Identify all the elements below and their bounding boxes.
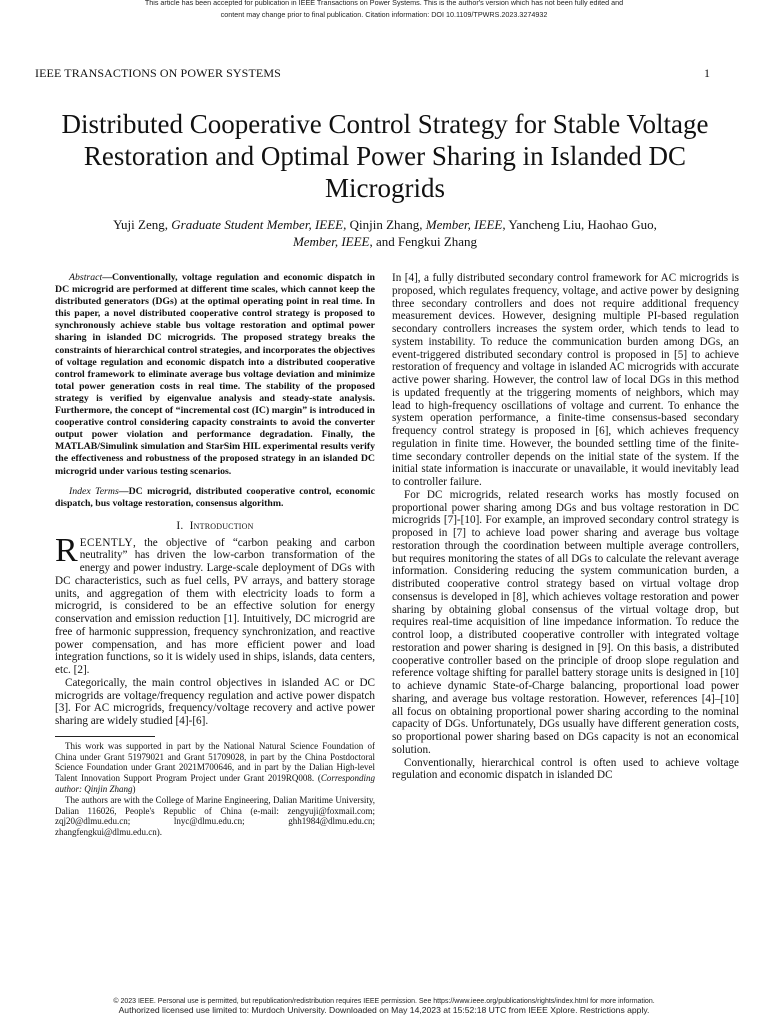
page-number: 1: [704, 66, 710, 80]
section-title: Introduction: [189, 519, 254, 532]
funding-footnote: [55, 741, 375, 795]
author-2: , Qinjin Zhang,: [343, 217, 426, 232]
footnote-rule: [55, 736, 155, 737]
author-1-role: Graduate Student Member, IEEE: [171, 217, 344, 232]
copyright-notice: © 2023 IEEE. Personal use is permitted, but republication/redistribution requires IEEE permission. See https://www.ieee.org/publications/rights/index.html for more information.: [113, 998, 655, 1005]
left-column: [55, 272, 375, 838]
license-notice: Authorized licensed use limited to: Murdoch University. Downloaded on May 14,2023 at 15:52:18 UTC from IEEE Xplore. Restrictions apply.: [118, 1005, 650, 1015]
intro-paragraph-1: [55, 531, 375, 677]
abstract-text: —Conventionally, voltage regulation and economic dispatch in DC microgrid are performed at different time scales, which cannot keep the distributed generators (DGs) at the optimal operating point in real time. In this paper, a novel distributed cooperative control strategy is proposed to synchronously achieve stable bus voltage restoration and optimal power sharing in islanded DC microgrids. The proposed strategy breaks the constraints of hierarchical control strategies, and incorporates the objectives of voltage regulation and economic dispatch into a distributed cooperative control framework to eliminate average bus voltage deviation and minimize total power generation costs in real time. The stability of the proposed strategy is verified by eigenvalue analysis and steady-state analysis. Furthermore, the concept of “incremental cost (IC) margin” is introduced in cooperative control considering capacity constraints to avoid the converter output power violation and performance degradation. Finally, the MATLAB/Simulink simulation and StarSim HIL experimental results verify the effectiveness and robustness of the proposed strategy in an islanded DC microgrid under various testing scenarios.: [55, 272, 375, 477]
author-list: [90, 216, 680, 250]
affiliation-footnote: The authors are with the College of Marine Engineering, Dalian Maritime University, Dalian 116026, People's Republic of China (e-mail: zengyuji@foxmail.com; zqj20@dlmu.edu.cn; lnyc@dlmu.edu.cn; ghh1984@dlmu.edu.cn; zhangfengkui@dlmu.edu.cn).: [55, 794, 375, 838]
author-3-role: Member, IEEE: [292, 234, 370, 249]
index-terms-label: Index Terms: [69, 485, 119, 497]
paper-title: Distributed Cooperative Control Strategy for Stable Voltage Restoration and Optimal Power Sharing in Islanded DC Microgrids: [61, 109, 709, 203]
notice-line-1: This article has been accepted for publication in IEEE Transactions on Power Systems. This is the author's version which has not been fully edited and: [144, 0, 624, 7]
funding-end: ): [132, 783, 136, 794]
preprint-notice: [0, 0, 768, 21]
intro-paragraph-5: Conventionally, hierarchical control is often used to achieve voltage regulation and economic dispatch in islanded DC: [392, 756, 739, 782]
right-column: [392, 272, 739, 782]
intro-paragraph-3: In [4], a fully distributed secondary control framework for AC microgrids is proposed, which regulates frequency, voltage, and active power by designing three secondary controllers and does not require additional frequency measurement devices. However, designing multiple PI-based regulation secondary controllers increases the system order, which tends to lead to system instability. To reduce the communication burden among DGs, an event-triggered distributed secondary control is proposed in [5] to achieve restoration of frequency and voltage in islanded AC microgrids with accurate active power sharing. However, the control law of local DGs in this method is updated frequently at the triggering moments of neighbors, which may lead to high-frequency oscillations of voltage and current. To enhance the system operation performance, a finite-time consensus-based secondary frequency control strategy is proposed in [6], which achieves frequency regulation in finite time. However, the bounded settling time of the finite-time secondary controller depends on the initial state of the system. If the initial state information is inaccurate or unavailable, it would inevitably lead to controller failure.: [392, 272, 739, 488]
author-1: Yuji Zeng,: [113, 217, 172, 232]
corresponding-author: Corresponding author: Qinjin Zhang: [55, 773, 375, 794]
section-heading-introduction: [55, 520, 375, 533]
notice-line-2: content may change prior to final publication. Citation information: DOI 10.1109/TPWRS.2023.3274932: [220, 10, 548, 19]
abstract-label: Abstract: [69, 272, 103, 283]
journal-name: IEEE TRANSACTIONS ON POWER SYSTEMS: [35, 66, 281, 80]
abstract: [55, 272, 375, 478]
author-2-role: Member, IEEE: [425, 217, 503, 232]
author-4: , and Fengkui Zhang: [369, 234, 478, 249]
author-3: , Yancheng Liu, Haohao Guo,: [502, 217, 657, 232]
index-terms: [55, 486, 375, 510]
drop-cap: R: [55, 531, 78, 569]
lead-word: ECENTLY: [79, 536, 134, 549]
intro-p1-text: , the objective of “carbon peaking and carbon neutrality” has driven the low-carbon transformation of the energy and power industry. Large-scale deployment of DGs with DC characteristics, such as fuel cells, PV arrays, and battery storage units, and aggregation of them with electricity loads to form a microgrid, is considered to be an effective solution for energy conservation and emission reduction [1]. Intuitively, DC microgrid are free of harmonic suppression, frequency synchronization, and reactive power compensation, and has more efficient power and load integration functions, so it is widely used in ships, islands, data centers, etc. [2].: [55, 536, 375, 677]
intro-paragraph-4: For DC microgrids, related research works has mostly focused on proportional power sharing among DGs and bus voltage restoration in DC microgrids [7]-[10]. For example, an improved secondary control strategy is proposed in [7] to achieve load power sharing and average bus voltage restoration through the coordination between multiple average controllers, but requires monitoring the states of all DGs to calculate the relevant average information. Considering reducing the system communication burden, a distributed cooperative control strategy based on virtual voltage drop consensus is developed in [8], which achieves voltage restoration and power sharing by obtaining global consensus of the virtual voltage drop, but requires real-time acquisition of line impedance information. To reduce the control loop, a distributed cooperative controller with integrated voltage restoration and power sharing is designed in [9]. On this basis, a distributed cooperative controller based on the principle of droop slope regulation and reference voltage shifting for parallel battery storage units is designed in [10] to achieve dynamic State-of-Charge balancing, proportional load power sharing, and average bus voltage restoration. However, references [4]–[10] all focus on obtaining proportional power sharing according to the nominal capacity of DGs. Unfortunately, DGs usually have different generation costs, so proportional power sharing based on DGs capacity is not an economical solution.: [392, 488, 739, 756]
intro-paragraph-2: Categorically, the main control objectives in islanded AC or DC microgrids are voltage/frequency regulation and active power dispatch [3]. For AC microgrids, frequency/voltage recovery and active power sharing are widely studied [4]-[6].: [55, 676, 375, 728]
index-terms-text: —DC microgrid, distributed cooperative control, economic dispatch, bus voltage restoration, consensus algorithm.: [55, 485, 375, 509]
funding-text: This work was supported in part by the National Natural Science Foundation of China under Grant 51979021 and Grant 51709028, in part by the China Postdoctoral Science Foundation under Grant 2021M700646, and in part by the Dalian High-level Talent Innovation Support Program Project under Grant 2019RQ008. (: [55, 740, 375, 784]
section-number: I.: [176, 519, 184, 532]
